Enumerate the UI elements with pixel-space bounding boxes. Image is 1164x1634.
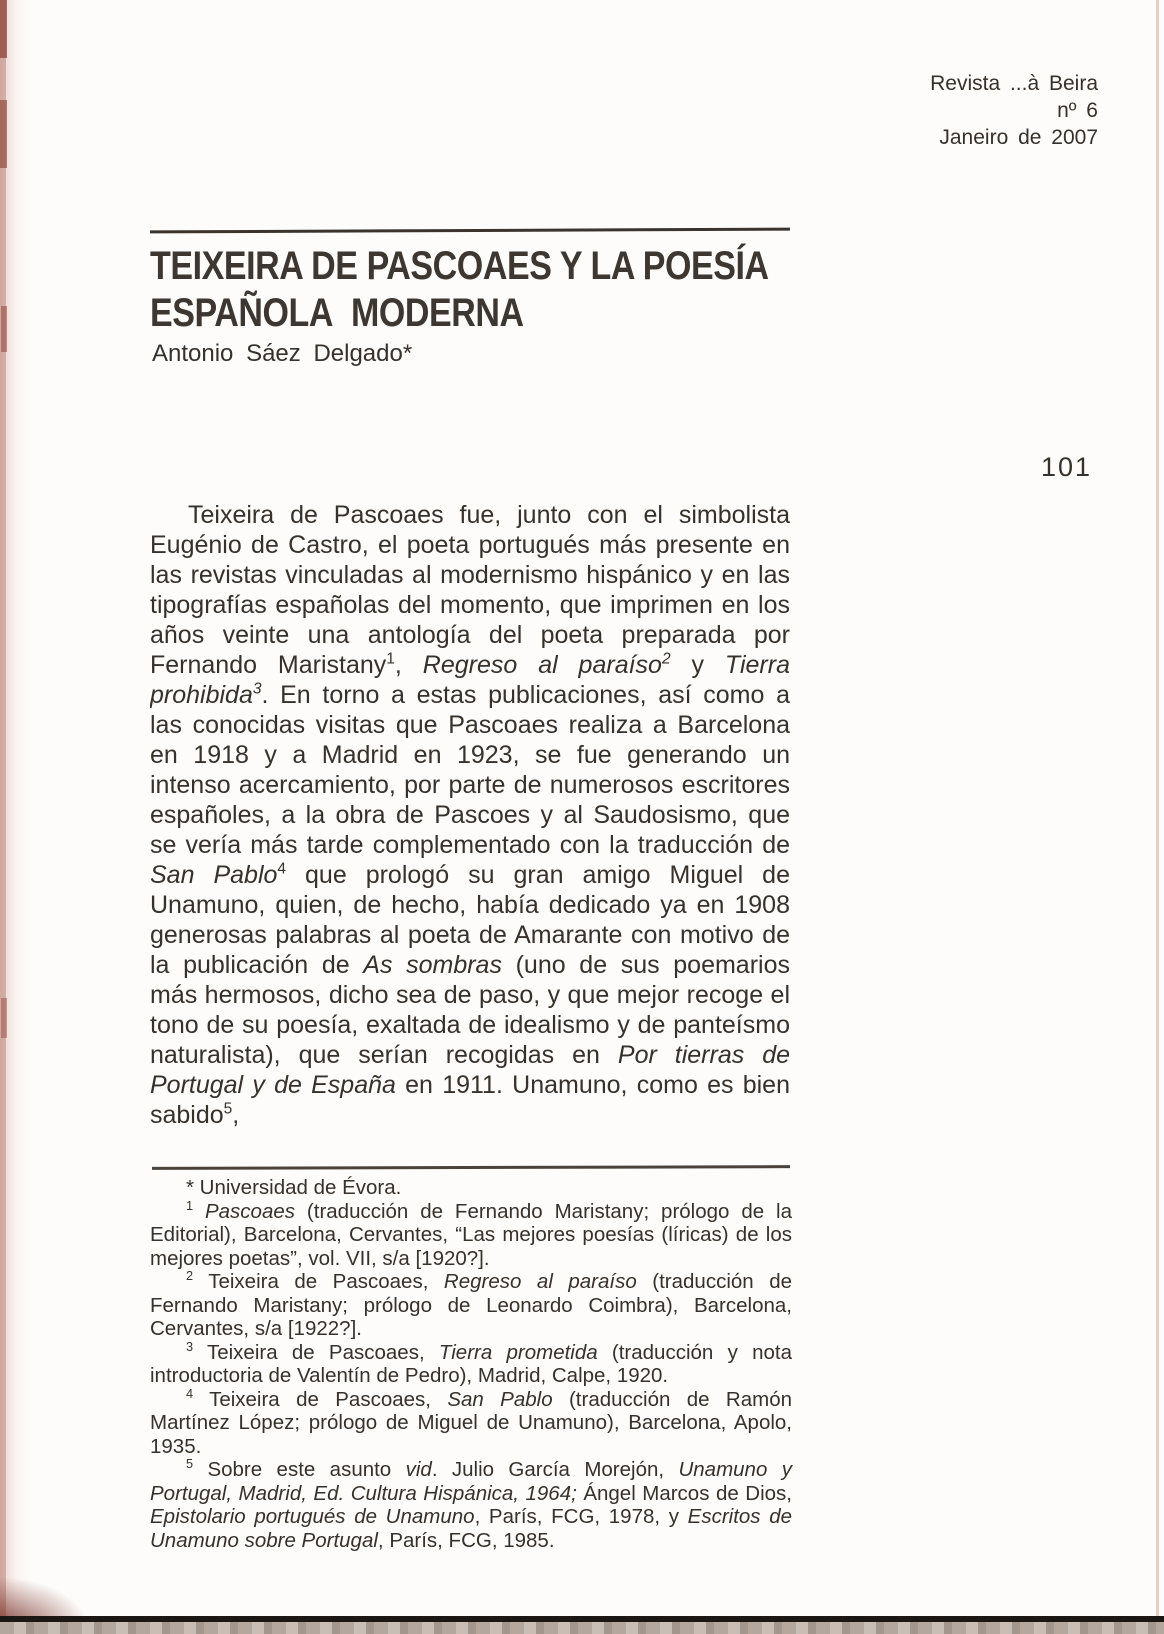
journal-header — [930, 70, 1098, 151]
bottom-scan-strip — [0, 1622, 1164, 1634]
footnotes-block — [150, 1176, 792, 1552]
article-title-line1: TEIXEIRA DE PASCOAES Y LA POESÍA — [150, 244, 769, 288]
left-edge-mark-upper — [0, 100, 7, 168]
page-number: 101 — [1040, 452, 1092, 482]
footnote-2: $^2$ Teixeira de Pascoaes, Regreso al paraíso (traducción de Fernando Maristany; prólogo de Leonardo Coimbra), Barcelona, Cervantes, s/a [1922?]. — [150, 1268, 792, 1340]
left-edge-mark-lower — [1, 998, 7, 1038]
article-title-line2: ESPAÑOLA MODERNA — [150, 291, 524, 335]
footnote-1: $^1$ Pascoaes (traducción de Fernando Maristany; prólogo de la Editorial), Barcelona, Cervantes, “Las mejores poesías (líricas) de los mejores poetas”, vol. VII, s/a [1920?]. — [150, 1197, 792, 1270]
footnote-3: $^3$ Teixeira de Pascoaes, Tierra prometida (traducción y nota introductoria de Valentín de Pedro), Madrid, Calpe, 1920. — [150, 1338, 792, 1387]
left-edge-mark-mid — [1, 306, 7, 352]
journal-issue-number: nº 6 — [1057, 99, 1098, 122]
title-rule — [150, 228, 790, 234]
footnote-separator — [152, 1165, 790, 1169]
left-page-edge — [0, 0, 6, 1634]
footnote-asterisk: * Universidad de Évora. — [186, 1176, 402, 1199]
right-page-edge — [1156, 0, 1159, 1634]
article-title — [150, 243, 910, 337]
journal-name: Revista ...à Beira — [930, 72, 1098, 95]
footnote-5: $^5$ Sobre este asunto vid. Julio García Morejón, Unamuno y Portugal, Madrid, Ed. Cultura Hispánica, 1964; Ángel Marcos de Dios, Epistolario portugués de Unamuno, París, FCG, 1978, y Escritos de Unamuno sobre Portugal, París, FCG, 1985. — [150, 1456, 793, 1552]
footnote-4: $^4$ Teixeira de Pascoaes, San Pablo (traducción de Ramón Martínez López; prólogo de Miguel de Unamuno), Barcelona, Apolo, 1935. — [150, 1385, 792, 1458]
body-paragraph: Teixeira de Pascoaes fue, junto con el simbolista Eugénio de Castro, el poeta portugués más presente en las revistas vinculadas al modernismo hispánico y en las tipografías españolas del momento, que imprimen en los años veinte una antología del poeta preparada por Fernando Maristany$^1$, Regreso al paraíso$^2$ y Tierra prohibida$^3$. En torno a estas publicaciones, así como a las conocidas visitas que Pascoaes realiza a Barcelona en 1918 y a Madrid en 1923, se fue generando un intenso acercamiento, por parte de numerosos escritores españoles, a la obra de Pascoes y al Saudosismo, que se vería más tarde complementado con la traducción de San Pablo$^4$ que prologó su gran amigo Miguel de Unamuno, quien, de hecho, había dedicado ya en 1908 generosas palabras al poeta de Amarante con motivo de la publicación de As sombras (uno de sus poemarios más hermosos, dicho sea de paso, y que mejor recoge el tono de su poesía, exaltada de idealismo y de panteísmo naturalista), que serían recogidas en Por tierras de Portugal y de España en 1911. Unamuno, como es bien sabido$^5$, — [150, 501, 790, 1129]
article-body — [150, 500, 790, 1166]
author-line: Antonio Sáez Delgado* — [152, 340, 413, 367]
left-edge-mark-top — [0, 0, 7, 58]
journal-issue-date: Janeiro de 2007 — [939, 126, 1098, 149]
